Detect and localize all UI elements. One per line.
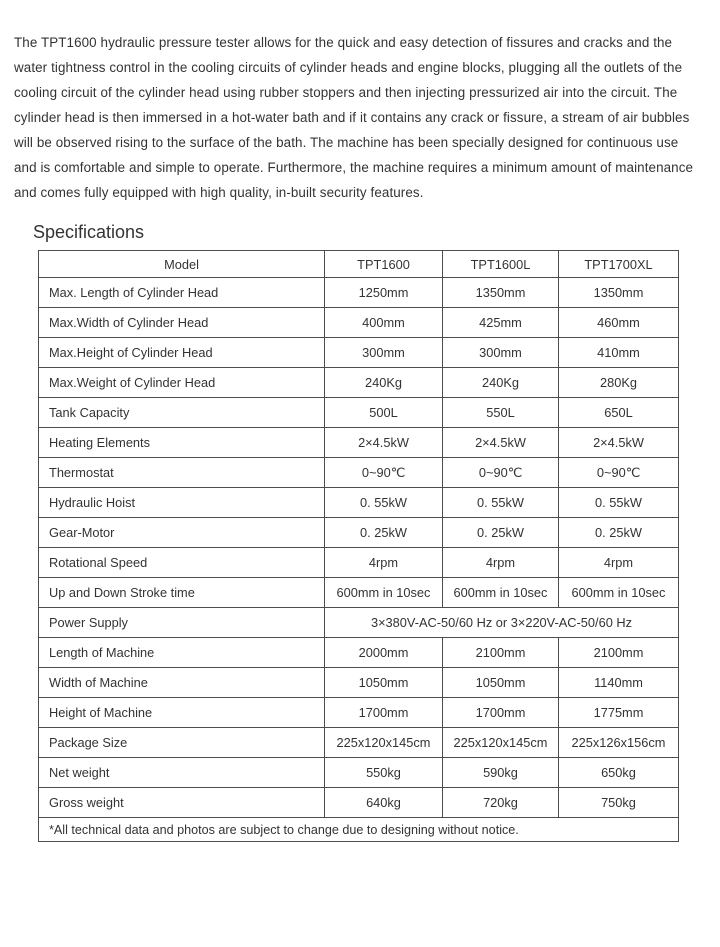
spec-value-cell: 720kg: [443, 788, 559, 818]
spec-value-cell: 590kg: [443, 758, 559, 788]
section-title: Specifications: [33, 222, 145, 242]
spec-value-cell: 240Kg: [443, 368, 559, 398]
spec-value-cell: 0. 25kW: [443, 518, 559, 548]
spec-value-cell: 400mm: [325, 308, 443, 338]
spec-label-cell: Up and Down Stroke time: [39, 578, 325, 608]
spec-label-cell: Gear-Motor: [39, 518, 325, 548]
spec-value-cell: 1350mm: [443, 278, 559, 308]
table-header-row: [39, 251, 679, 278]
spec-value-cell: 300mm: [443, 338, 559, 368]
spec-label-cell: Power Supply: [39, 608, 325, 638]
spec-value-cell: 550L: [443, 398, 559, 428]
spec-label-cell: Package Size: [39, 728, 325, 758]
table-row: [39, 578, 679, 608]
table-row: [39, 338, 679, 368]
spec-value-cell: 600mm in 10sec: [559, 578, 679, 608]
spec-value-cell: 0. 55kW: [559, 488, 679, 518]
table-row: [39, 728, 679, 758]
table-row: [39, 488, 679, 518]
spec-value-cell: 225x120x145cm: [325, 728, 443, 758]
table-row: [39, 788, 679, 818]
spec-value-cell: 410mm: [559, 338, 679, 368]
spec-value-cell: 425mm: [443, 308, 559, 338]
spec-value-cell-span: 3×380V-AC-50/60 Hz or 3×220V-AC-50/60 Hz: [325, 608, 679, 638]
spec-value-cell: 225x120x145cm: [443, 728, 559, 758]
spec-label-cell: Net weight: [39, 758, 325, 788]
table-footnote: *All technical data and photos are subject to change due to designing without notice.: [39, 818, 679, 842]
spec-value-cell: 1050mm: [443, 668, 559, 698]
table-row: [39, 368, 679, 398]
model-name-cell: TPT1600: [325, 251, 443, 278]
spec-value-cell: 2×4.5kW: [325, 428, 443, 458]
spec-value-cell: 1350mm: [559, 278, 679, 308]
spec-value-cell: 1700mm: [443, 698, 559, 728]
spec-value-cell: 0~90℃: [443, 458, 559, 488]
spec-label-cell: Max.Weight of Cylinder Head: [39, 368, 325, 398]
spec-value-cell: 640kg: [325, 788, 443, 818]
spec-value-cell: 2100mm: [443, 638, 559, 668]
spec-value-cell: 1775mm: [559, 698, 679, 728]
table-footnote-row: [39, 818, 679, 842]
spec-label-cell: Heating Elements: [39, 428, 325, 458]
table-row: [39, 548, 679, 578]
spec-value-cell: 2×4.5kW: [443, 428, 559, 458]
spec-label-cell: Max.Width of Cylinder Head: [39, 308, 325, 338]
spec-value-cell: 600mm in 10sec: [443, 578, 559, 608]
table-row: [39, 278, 679, 308]
spec-label-cell: Rotational Speed: [39, 548, 325, 578]
spec-value-cell: 0. 25kW: [325, 518, 443, 548]
table-row: [39, 398, 679, 428]
spec-value-cell: 650kg: [559, 758, 679, 788]
table-row: [39, 518, 679, 548]
spec-label-cell: Height of Machine: [39, 698, 325, 728]
spec-value-cell: 600mm in 10sec: [325, 578, 443, 608]
spec-value-cell: 1050mm: [325, 668, 443, 698]
model-name-cell: TPT1700XL: [559, 251, 679, 278]
spec-label-cell: Max.Height of Cylinder Head: [39, 338, 325, 368]
spec-value-cell: 240Kg: [325, 368, 443, 398]
spec-value-cell: 0. 55kW: [325, 488, 443, 518]
table-row: [39, 698, 679, 728]
intro-paragraph: The TPT1600 hydraulic pressure tester allows for the quick and easy detection of fissures and cracks and the water tightness control in the cooling circuits of cylinder heads and engine blocks, plugging all the outlets of the cooling circuit of the cylinder head using rubber stoppers and then injecting pressurized air into the circuit. The cylinder head is then immersed in a hot-water bath and if it contains any crack or fissure, a stream of air bubbles will be observed rising to the surface of the bath. The machine has been specially designed for continuous use and is comfortable and simple to operate. Furthermore, the machine requires a minimum amount of maintenance and comes fully equipped with high quality, in-built security features.: [14, 35, 694, 200]
spec-label-cell: Width of Machine: [39, 668, 325, 698]
spec-value-cell: 650L: [559, 398, 679, 428]
spec-label-cell: Length of Machine: [39, 638, 325, 668]
spec-value-cell: 0. 55kW: [443, 488, 559, 518]
spec-value-cell: 750kg: [559, 788, 679, 818]
spec-label-cell: Thermostat: [39, 458, 325, 488]
spec-value-cell: 1250mm: [325, 278, 443, 308]
spec-value-cell: 0~90℃: [325, 458, 443, 488]
table-row: [39, 308, 679, 338]
spec-value-cell: 225x126x156cm: [559, 728, 679, 758]
spec-value-cell: 300mm: [325, 338, 443, 368]
table-row: [39, 638, 679, 668]
spec-label-cell: Max. Length of Cylinder Head: [39, 278, 325, 308]
spec-value-cell: 550kg: [325, 758, 443, 788]
spec-value-cell: 0~90℃: [559, 458, 679, 488]
spec-value-cell: 280Kg: [559, 368, 679, 398]
spec-value-cell: 4rpm: [443, 548, 559, 578]
spec-label-cell: Tank Capacity: [39, 398, 325, 428]
table-row: [39, 458, 679, 488]
spec-value-cell: 2×4.5kW: [559, 428, 679, 458]
spec-value-cell: 1700mm: [325, 698, 443, 728]
spec-value-cell: 1140mm: [559, 668, 679, 698]
table-row: [39, 428, 679, 458]
spec-label-cell: Hydraulic Hoist: [39, 488, 325, 518]
model-header-cell: Model: [39, 251, 325, 278]
spec-value-cell: 0. 25kW: [559, 518, 679, 548]
spec-value-cell: 4rpm: [325, 548, 443, 578]
table-row: [39, 608, 679, 638]
spec-value-cell: 2100mm: [559, 638, 679, 668]
spec-label-cell: Gross weight: [39, 788, 325, 818]
model-name-cell: TPT1600L: [443, 251, 559, 278]
specifications-table: [38, 250, 679, 842]
spec-value-cell: 460mm: [559, 308, 679, 338]
table-row: [39, 668, 679, 698]
table-row: [39, 758, 679, 788]
spec-value-cell: 4rpm: [559, 548, 679, 578]
spec-value-cell: 2000mm: [325, 638, 443, 668]
spec-value-cell: 500L: [325, 398, 443, 428]
